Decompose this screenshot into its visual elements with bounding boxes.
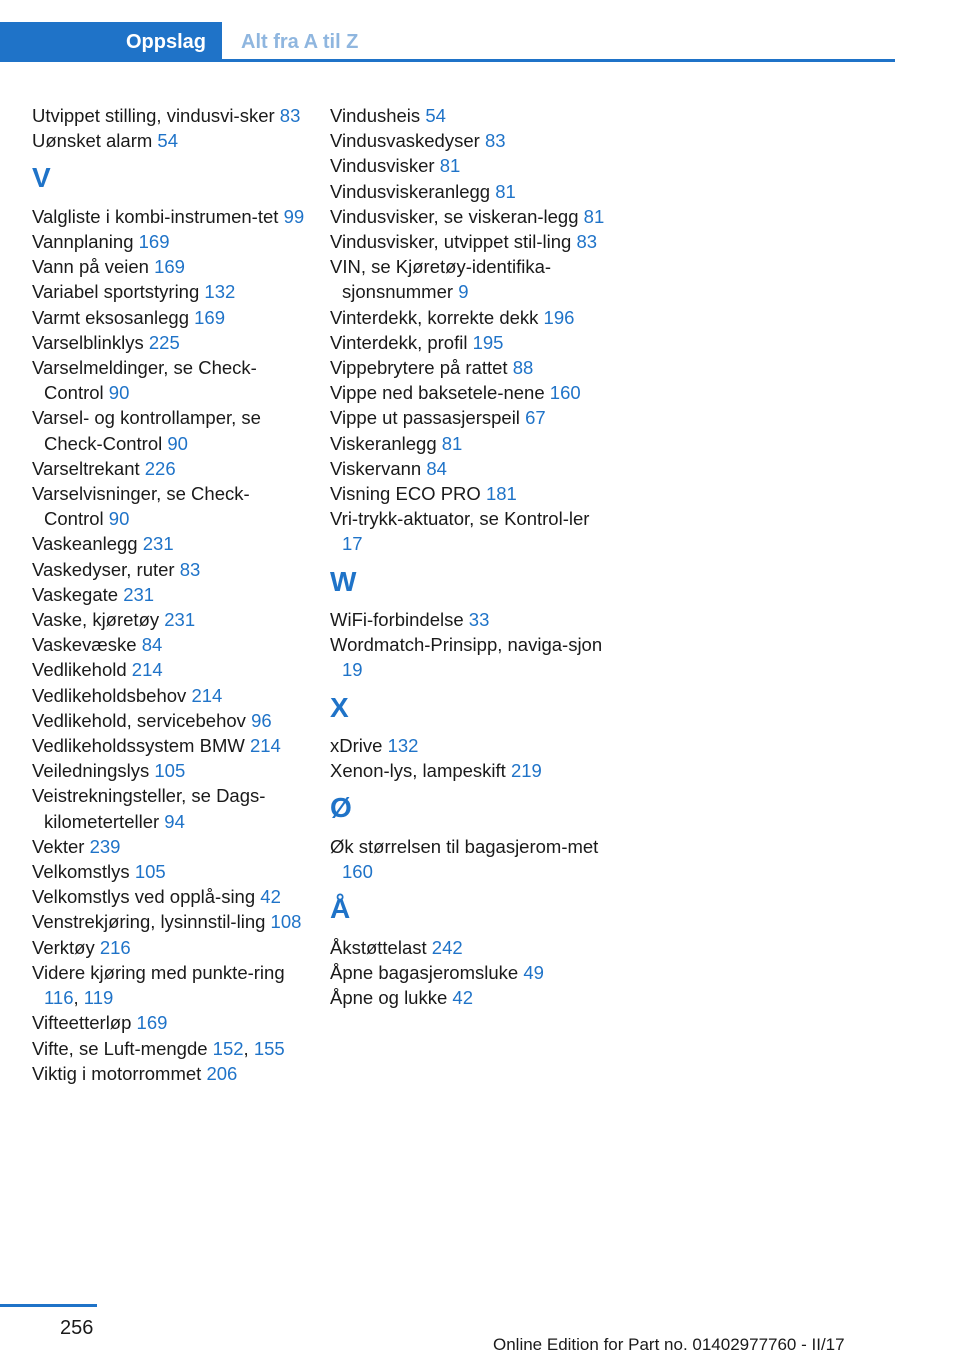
index-letter-heading: V xyxy=(32,162,51,194)
index-entry xyxy=(330,405,605,430)
index-entry-term: Verktøy xyxy=(32,936,95,958)
page-link[interactable]: 231 xyxy=(123,583,155,605)
index-entry-term: Åkstøttelast xyxy=(330,936,427,958)
page-link[interactable]: 83 xyxy=(576,231,598,253)
index-entry-term: Varselmeldinger, se Check-Control xyxy=(32,357,257,404)
index-entry xyxy=(330,506,605,556)
page-link[interactable]: 152 xyxy=(212,1037,244,1059)
index-entry xyxy=(330,985,605,1010)
index-entry-term: xDrive xyxy=(330,735,383,757)
page-link[interactable]: 116 xyxy=(44,987,74,1009)
index-entry-term: Vippebrytere på rattet xyxy=(330,357,508,379)
page-link[interactable]: 96 xyxy=(251,709,272,731)
index-letter-heading: X xyxy=(330,691,349,723)
index-entry xyxy=(330,834,605,884)
index-entry xyxy=(32,103,307,128)
index-entry-term: Vaske, kjøretøy xyxy=(32,609,160,631)
index-entry-term: Visning ECO PRO xyxy=(330,483,481,505)
page-link[interactable]: 99 xyxy=(283,205,305,227)
index-entry-term: Wordmatch-Prinsipp, naviga‐sjon xyxy=(330,634,603,656)
index-entry-term: Vekter xyxy=(32,835,85,857)
page-link[interactable]: 225 xyxy=(148,331,180,353)
page-link[interactable]: 83 xyxy=(279,105,301,126)
index-entry xyxy=(32,884,307,909)
index-entry xyxy=(330,330,605,355)
page-link[interactable]: 33 xyxy=(468,609,490,631)
index-entry xyxy=(32,683,307,708)
index-entry xyxy=(32,355,307,405)
page-link[interactable]: 84 xyxy=(426,457,447,479)
index-entry: Vifte, se Luft-mengde 152, 155 xyxy=(32,1037,285,1059)
index-letter-heading: Å xyxy=(330,893,351,925)
index-entry xyxy=(330,960,605,985)
index-entry-term: Åpne og lukke xyxy=(330,987,448,1009)
index-entry-term: Vaskeanlegg xyxy=(32,533,138,555)
index-entry xyxy=(32,607,307,632)
index-entry-term: Viskervann xyxy=(330,457,422,479)
index-entry: Videre kjøring med punkte‐ring 116, 119 xyxy=(32,961,285,1009)
index-entry xyxy=(330,153,605,178)
index-entry-term: Veiledningslys xyxy=(32,760,150,782)
index-entry xyxy=(32,909,307,934)
page-link[interactable]: 219 xyxy=(510,760,542,782)
page-link[interactable]: 242 xyxy=(431,936,463,958)
index-entry xyxy=(32,128,307,153)
page-link[interactable]: 231 xyxy=(164,609,196,631)
index-entry-term: Vri-trykk-aktuator, se Kontrol‐ler xyxy=(330,508,590,530)
index-entry-term: WiFi-forbindelse xyxy=(330,609,464,631)
index-entry-term: Veistrekningsteller, se Dags‐kilometerteller xyxy=(32,785,266,832)
index-entry-term: Utvippet stilling, vindusvi‐sker xyxy=(32,105,275,126)
index-entry xyxy=(330,456,605,481)
page-link[interactable]: 105 xyxy=(154,760,186,782)
index-entry xyxy=(32,405,307,455)
index-entry-term: Viktig i motorrommet xyxy=(32,1062,202,1084)
index-entry-term: Varselblinklys xyxy=(32,331,144,353)
page-link[interactable]: 17 xyxy=(342,533,363,555)
page-link[interactable]: 169 xyxy=(136,1012,168,1034)
index-entry-term: Velkomstlys ved opplå‐sing xyxy=(32,886,256,908)
index-entry-term: Viskeranlegg xyxy=(330,432,437,454)
page-link[interactable]: 108 xyxy=(270,911,302,933)
page-link[interactable]: 81 xyxy=(439,155,461,177)
index-entry xyxy=(330,179,605,204)
page-link[interactable]: 9 xyxy=(458,281,469,303)
index-entry-term: Vindusvisker, utvippet stil‐ling xyxy=(330,231,572,253)
index-column-left xyxy=(32,103,307,1086)
index-entry xyxy=(32,305,307,330)
index-letter-heading: Ø xyxy=(330,792,352,824)
page-link[interactable]: 181 xyxy=(485,483,517,505)
index-entry xyxy=(330,229,605,254)
page-number: 256 xyxy=(60,1317,94,1339)
index-entry xyxy=(32,456,307,481)
index-entry-term: Vinterdekk, profil xyxy=(330,331,468,353)
index-entry-term: Uønsket alarm xyxy=(32,130,153,152)
page-link[interactable]: 81 xyxy=(583,205,605,227)
tab-oppslag[interactable]: Oppslag xyxy=(0,22,222,62)
index-entry-term: Vindusvisker, se viskeran‐legg xyxy=(330,205,579,227)
page-link[interactable]: 160 xyxy=(549,382,581,404)
index-entry xyxy=(32,758,307,783)
index-entry-term: Variabel sportstyring xyxy=(32,281,200,303)
index-entry xyxy=(330,128,605,153)
index-entry xyxy=(32,733,307,758)
index-entry-term: Vifteetterløp xyxy=(32,1012,132,1034)
page-link[interactable]: 88 xyxy=(512,357,534,379)
index-entry-term: Vann på veien xyxy=(32,256,149,278)
page-link[interactable]: 54 xyxy=(425,105,446,126)
page-link[interactable]: 132 xyxy=(204,281,236,303)
page-link[interactable]: 49 xyxy=(523,961,544,983)
index-entry-term: Vannplaning xyxy=(32,231,134,252)
index-entry-term: Vippe ned baksetele‐nene xyxy=(330,382,545,404)
index-entry xyxy=(32,582,307,607)
index-entry xyxy=(330,305,605,330)
index-entry xyxy=(32,557,307,582)
index-entry xyxy=(32,204,307,229)
page-link[interactable]: 81 xyxy=(441,432,463,454)
page-link[interactable]: 83 xyxy=(179,558,201,580)
index-entry-term: Valgliste i kombi-instrumen‐tet xyxy=(32,205,279,227)
index-entry xyxy=(32,783,307,833)
index-entry xyxy=(330,733,605,758)
index-entry-term: Åpne bagasjeromsluke xyxy=(330,961,519,983)
index-entry-term: Vedlikeholdssystem BMW xyxy=(32,735,245,757)
index-entry-term: Vifte, se Luft-mengde xyxy=(32,1037,208,1059)
page-link[interactable]: 67 xyxy=(525,407,546,429)
index-entry-term: Vindusheis xyxy=(330,105,421,126)
index-entry-term: Varmt eksosanlegg xyxy=(32,306,189,328)
page-link[interactable]: 169 xyxy=(194,306,226,328)
index-entry-term: Vedlikeholdsbehov xyxy=(32,684,187,706)
index-entry xyxy=(330,607,605,632)
index-entry xyxy=(32,1010,307,1035)
page-link[interactable]: 196 xyxy=(543,306,575,328)
index-entry xyxy=(32,481,307,531)
index-entry-term: VIN, se Kjøretøy-identifika‐sjonsnummer xyxy=(330,256,552,303)
page-link[interactable]: 105 xyxy=(134,861,166,883)
index-entry xyxy=(32,708,307,733)
footer-rule xyxy=(0,1304,97,1307)
index-entry-term: Vindusvaskedyser xyxy=(330,130,480,152)
index-entry-term: Vaskedyser, ruter xyxy=(32,558,175,580)
index-entry-term: Øk størrelsen til bagasjerom‐met xyxy=(330,835,599,857)
page-link[interactable]: 195 xyxy=(472,331,504,353)
page-link[interactable]: 83 xyxy=(484,130,506,152)
index-entry-term: Xenon-lys, lampeskift xyxy=(330,760,506,782)
index-entry xyxy=(32,330,307,355)
page-link[interactable]: 90 xyxy=(108,508,130,530)
index-entry xyxy=(32,531,307,556)
page-link[interactable]: 42 xyxy=(260,886,281,908)
index-entry xyxy=(330,431,605,456)
index-entry xyxy=(32,657,307,682)
index-entry-term: Vindusviskeranlegg xyxy=(330,180,491,202)
index-letter-heading: W xyxy=(330,565,357,597)
page-link[interactable]: 216 xyxy=(99,936,131,958)
tab-alt-fra-a-til-z[interactable]: Alt fra A til Z xyxy=(241,30,359,53)
page-link[interactable]: 206 xyxy=(206,1062,238,1084)
page-link[interactable]: 94 xyxy=(164,810,185,832)
index-entry-term: Varsel- og kontrollamper, se Check-Control xyxy=(32,407,261,454)
page-link[interactable]: 214 xyxy=(249,735,281,757)
index-entry xyxy=(330,481,605,506)
page-link[interactable]: 42 xyxy=(452,987,473,1009)
edition-note: Online Edition for Part no. 01402977760 - II/17 xyxy=(493,1335,845,1354)
page-link[interactable]: 155 xyxy=(253,1037,285,1059)
index-entry-term: Vaskegate xyxy=(32,583,119,605)
index-column-right xyxy=(330,103,605,1010)
index-entry-term: Vindusvisker xyxy=(330,155,435,177)
index-entry xyxy=(32,229,307,254)
index-entry xyxy=(32,935,307,960)
page-link[interactable]: 239 xyxy=(89,835,121,857)
index-entry xyxy=(32,1061,307,1086)
index-entry-term: Vedlikehold, servicebehov xyxy=(32,709,246,731)
index-entry xyxy=(330,380,605,405)
index-entry xyxy=(330,632,605,682)
page-link[interactable]: 119 xyxy=(83,987,114,1009)
header-tab-bar xyxy=(0,0,895,62)
index-entry-term: Vedlikehold xyxy=(32,659,127,681)
index-entry-term: Vippe ut passasjerspeil xyxy=(330,407,520,429)
index-entry xyxy=(330,254,605,304)
page-link[interactable]: 90 xyxy=(108,382,130,404)
index-entry xyxy=(32,279,307,304)
page-link[interactable]: 226 xyxy=(144,457,176,479)
page-link[interactable]: 214 xyxy=(191,684,223,706)
index-entry-term: Videre kjøring med punkte‐ring xyxy=(32,961,285,983)
page-link[interactable]: 214 xyxy=(131,659,163,681)
index-entry xyxy=(330,204,605,229)
page-link[interactable]: 132 xyxy=(387,735,419,757)
index-entry-term: Venstrekjøring, lysinnstil‐ling xyxy=(32,911,266,933)
page-link[interactable]: 19 xyxy=(342,659,363,681)
page-link[interactable]: 169 xyxy=(138,231,170,252)
index-entry xyxy=(330,103,605,128)
page-link[interactable]: 81 xyxy=(495,180,516,202)
index-entry-term: Varselvisninger, se Check-Control xyxy=(32,483,250,530)
page-link[interactable]: 84 xyxy=(141,634,163,656)
index-entry xyxy=(32,834,307,859)
index-entry-term: Vinterdekk, korrekte dekk xyxy=(330,306,539,328)
index-entry xyxy=(330,935,605,960)
index-entry xyxy=(330,355,605,380)
index-entry-term: Velkomstlys xyxy=(32,861,130,883)
index-entry-term: Varseltrekant xyxy=(32,457,140,479)
page-link[interactable]: 160 xyxy=(342,861,373,883)
index-entry xyxy=(32,254,307,279)
page-link[interactable]: 169 xyxy=(154,256,185,278)
page-link[interactable]: 90 xyxy=(167,432,188,454)
index-entry xyxy=(32,632,307,657)
page-link[interactable]: 54 xyxy=(157,130,178,152)
index-entry xyxy=(32,859,307,884)
page-link[interactable]: 231 xyxy=(142,533,174,555)
index-entry-term: Vaskevæske xyxy=(32,634,137,656)
index-entry xyxy=(330,758,605,783)
